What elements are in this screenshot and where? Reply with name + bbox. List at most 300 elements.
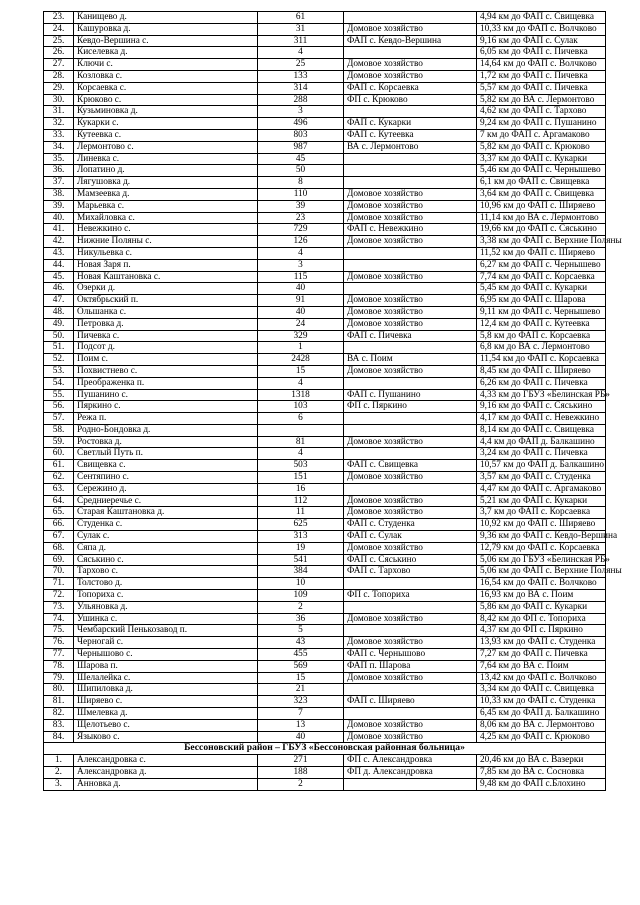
population-cell: 21 bbox=[258, 684, 344, 696]
distance-to-facility-cell: 3,7 км до ФАП с. Корсаевка bbox=[477, 507, 606, 519]
settlement-name-cell: Канищево д. bbox=[74, 12, 258, 24]
settlement-name-cell: Лопатино д. bbox=[74, 165, 258, 177]
settlement-name-cell: Сережино д. bbox=[74, 483, 258, 495]
settlement-name-cell: Старая Каштановка д. bbox=[74, 507, 258, 519]
medical-facility-cell: ФАП с. Пушанино bbox=[344, 389, 477, 401]
distance-to-facility-cell: 3,38 км до ФАП с. Верхние Поляны bbox=[477, 236, 606, 248]
medical-facility-cell: ФП с. Крюково bbox=[344, 94, 477, 106]
table-row bbox=[44, 129, 606, 141]
table-row bbox=[44, 35, 606, 47]
medical-facility-cell: ФАП с. Студенка bbox=[344, 519, 477, 531]
row-number-cell: 49. bbox=[44, 318, 74, 330]
population-cell: 6 bbox=[258, 413, 344, 425]
table-row bbox=[44, 283, 606, 295]
table-row bbox=[44, 177, 606, 189]
table-row bbox=[44, 566, 606, 578]
table-row bbox=[44, 106, 606, 118]
settlement-name-cell: Никульевка с. bbox=[74, 247, 258, 259]
row-number-cell: 33. bbox=[44, 129, 74, 141]
distance-to-facility-cell: 7,74 км до ФАП с. Корсаевка bbox=[477, 271, 606, 283]
settlement-name-cell: Ширяево с. bbox=[74, 696, 258, 708]
table-row bbox=[44, 94, 606, 106]
distance-to-facility-cell: 5,8 км до ФАП с. Корсаевка bbox=[477, 330, 606, 342]
distance-to-facility-cell: 5,46 км до ФАП с. Чернышево bbox=[477, 165, 606, 177]
table-row bbox=[44, 613, 606, 625]
medical-facility-cell: Домовое хозяйство bbox=[344, 236, 477, 248]
row-number-cell: 51. bbox=[44, 342, 74, 354]
distance-to-facility-cell: 5,82 км до ФАП с. Крюково bbox=[477, 141, 606, 153]
table-row bbox=[44, 625, 606, 637]
distance-to-facility-cell: 10,33 км до ФАП с. Студенка bbox=[477, 696, 606, 708]
row-number-cell: 48. bbox=[44, 306, 74, 318]
population-cell: 61 bbox=[258, 12, 344, 24]
distance-to-facility-cell: 13,42 км до ФАП с. Волчково bbox=[477, 672, 606, 684]
table-row bbox=[44, 342, 606, 354]
medical-facility-cell: ВА с. Поим bbox=[344, 354, 477, 366]
settlement-name-cell: Пичевка с. bbox=[74, 330, 258, 342]
medical-facility-cell: ФАП с. Невежкино bbox=[344, 224, 477, 236]
population-cell: 729 bbox=[258, 224, 344, 236]
population-cell: 2 bbox=[258, 778, 344, 790]
row-number-cell: 32. bbox=[44, 118, 74, 130]
distance-to-facility-cell: 5,82 км до ВА с. Лермонтово bbox=[477, 94, 606, 106]
population-cell: 109 bbox=[258, 590, 344, 602]
medical-facility-cell: ФАП с. Кукарки bbox=[344, 118, 477, 130]
distance-to-facility-cell: 4,33 км до ГБУЗ «Белинская РБ» bbox=[477, 389, 606, 401]
population-cell: 1 bbox=[258, 342, 344, 354]
population-cell: 384 bbox=[258, 566, 344, 578]
table-row bbox=[44, 413, 606, 425]
population-cell: 323 bbox=[258, 696, 344, 708]
distance-to-facility-cell: 10,92 км до ФАП с. Ширяево bbox=[477, 519, 606, 531]
population-cell: 3 bbox=[258, 106, 344, 118]
population-cell: 455 bbox=[258, 649, 344, 661]
distance-to-facility-cell: 11,54 км до ФАП с. Корсаевка bbox=[477, 354, 606, 366]
row-number-cell: 75. bbox=[44, 625, 74, 637]
settlement-name-cell: Средниеречье с. bbox=[74, 495, 258, 507]
table-row bbox=[44, 365, 606, 377]
distance-to-facility-cell: 5,57 км до ФАП с. Пичевка bbox=[477, 82, 606, 94]
medical-facility-cell: Домовое хозяйство bbox=[344, 637, 477, 649]
row-number-cell: 23. bbox=[44, 12, 74, 24]
population-cell: 43 bbox=[258, 637, 344, 649]
section-title: Бессоновский район – ГБУЗ «Бессоновская районная больница» bbox=[44, 743, 606, 755]
medical-facility-cell: Домовое хозяйство bbox=[344, 271, 477, 283]
population-cell: 40 bbox=[258, 306, 344, 318]
medical-facility-cell bbox=[344, 12, 477, 24]
settlement-name-cell: Киселевка д. bbox=[74, 47, 258, 59]
population-cell: 2428 bbox=[258, 354, 344, 366]
distance-to-facility-cell: 9,48 км до ФАП с.Блохино bbox=[477, 778, 606, 790]
population-cell: 5 bbox=[258, 625, 344, 637]
medical-facility-cell: ФАП с. Чернышово bbox=[344, 649, 477, 661]
distance-to-facility-cell: 14,64 км до ФАП с. Волчково bbox=[477, 59, 606, 71]
row-number-cell: 62. bbox=[44, 472, 74, 484]
document-page bbox=[43, 11, 622, 791]
row-number-cell: 47. bbox=[44, 295, 74, 307]
table-row bbox=[44, 247, 606, 259]
distance-to-facility-cell: 10,57 км до ФАП д. Балкашино bbox=[477, 460, 606, 472]
medical-facility-cell bbox=[344, 578, 477, 590]
distance-to-facility-cell: 4,4 км до ФАП д. Балкашино bbox=[477, 436, 606, 448]
table-body bbox=[44, 12, 622, 791]
row-number-cell: 82. bbox=[44, 708, 74, 720]
medical-facility-cell bbox=[344, 247, 477, 259]
population-cell: 625 bbox=[258, 519, 344, 531]
medical-facility-cell bbox=[344, 153, 477, 165]
settlement-name-cell: Кашуровка д. bbox=[74, 23, 258, 35]
row-number-cell: 43. bbox=[44, 247, 74, 259]
settlement-name-cell: Шмелевка д. bbox=[74, 708, 258, 720]
table-row bbox=[44, 684, 606, 696]
settlement-name-cell: Ольшанка с. bbox=[74, 306, 258, 318]
distance-to-facility-cell: 20,46 км до ВА с. Вазерки bbox=[477, 755, 606, 767]
settlement-name-cell: Поим с. bbox=[74, 354, 258, 366]
settlement-name-cell: Свищевка с. bbox=[74, 460, 258, 472]
population-cell: 3 bbox=[258, 259, 344, 271]
medical-facility-cell bbox=[344, 283, 477, 295]
settlement-name-cell: Петровка д. bbox=[74, 318, 258, 330]
row-number-cell: 30. bbox=[44, 94, 74, 106]
distance-to-facility-cell: 3,57 км до ФАП с. Студенка bbox=[477, 472, 606, 484]
distance-to-facility-cell: 9,11 км до ФАП с. Чернышево bbox=[477, 306, 606, 318]
settlement-name-cell: Чернышово с. bbox=[74, 649, 258, 661]
table-row bbox=[44, 354, 606, 366]
distance-to-facility-cell: 8,14 км до ФАП с. Свищевка bbox=[477, 424, 606, 436]
distance-to-facility-cell: 3,64 км до ФАП с. Свищевка bbox=[477, 188, 606, 200]
table-row bbox=[44, 672, 606, 684]
table-row bbox=[44, 778, 606, 790]
row-number-cell: 57. bbox=[44, 413, 74, 425]
distance-to-facility-cell: 9,36 км до ФАП с. Кевдо-Вершина bbox=[477, 531, 606, 543]
row-number-cell: 74. bbox=[44, 613, 74, 625]
table-row bbox=[44, 259, 606, 271]
table-row bbox=[44, 224, 606, 236]
medical-facility-cell: Домовое хозяйство bbox=[344, 23, 477, 35]
population-cell: 496 bbox=[258, 118, 344, 130]
table-row bbox=[44, 141, 606, 153]
distance-to-facility-cell: 9,16 км до ФАП с. Сулак bbox=[477, 35, 606, 47]
population-cell: 569 bbox=[258, 660, 344, 672]
row-number-cell: 34. bbox=[44, 141, 74, 153]
settlement-name-cell: Светлый Путь п. bbox=[74, 448, 258, 460]
settlement-name-cell: Сентяпино с. bbox=[74, 472, 258, 484]
population-cell: 103 bbox=[258, 401, 344, 413]
distance-to-facility-cell: 4,62 км до ФАП с. Тархово bbox=[477, 106, 606, 118]
table-row bbox=[44, 389, 606, 401]
distance-to-facility-cell: 19,66 км до ФАП с. Сяськино bbox=[477, 224, 606, 236]
row-number-cell: 63. bbox=[44, 483, 74, 495]
medical-facility-cell: ФАП с. Кевдо-Вершина bbox=[344, 35, 477, 47]
population-cell bbox=[258, 424, 344, 436]
population-cell: 329 bbox=[258, 330, 344, 342]
population-cell: 24 bbox=[258, 318, 344, 330]
settlement-name-cell: Тархово с. bbox=[74, 566, 258, 578]
table-row bbox=[44, 590, 606, 602]
distance-to-facility-cell: 6,8 км до ВА с. Лермонтово bbox=[477, 342, 606, 354]
settlement-name-cell: Чембарский Пенькозавод п. bbox=[74, 625, 258, 637]
medical-facility-cell bbox=[344, 708, 477, 720]
population-cell: 4 bbox=[258, 247, 344, 259]
medical-facility-cell: ФАП с. Пичевка bbox=[344, 330, 477, 342]
row-number-cell: 37. bbox=[44, 177, 74, 189]
table-row bbox=[44, 47, 606, 59]
population-cell: 151 bbox=[258, 472, 344, 484]
population-cell: 314 bbox=[258, 82, 344, 94]
population-cell: 188 bbox=[258, 767, 344, 779]
distance-to-facility-cell: 11,52 км до ФАП с. Ширяево bbox=[477, 247, 606, 259]
settlement-name-cell: Александровка д. bbox=[74, 767, 258, 779]
table-row bbox=[44, 12, 606, 24]
distance-to-facility-cell: 1,72 км до ФАП с. Пичевка bbox=[477, 70, 606, 82]
row-number-cell: 76. bbox=[44, 637, 74, 649]
settlement-name-cell: Шелалейка с. bbox=[74, 672, 258, 684]
table-row bbox=[44, 719, 606, 731]
table-row bbox=[44, 23, 606, 35]
row-number-cell: 72. bbox=[44, 590, 74, 602]
row-number-cell: 66. bbox=[44, 519, 74, 531]
medical-facility-cell bbox=[344, 483, 477, 495]
settlement-name-cell: Шарова п. bbox=[74, 660, 258, 672]
population-cell: 36 bbox=[258, 613, 344, 625]
medical-facility-cell: ФП д. Александровка bbox=[344, 767, 477, 779]
population-cell: 23 bbox=[258, 212, 344, 224]
medical-facility-cell bbox=[344, 778, 477, 790]
medical-facility-cell: Домовое хозяйство bbox=[344, 436, 477, 448]
settlement-name-cell: Топориха с. bbox=[74, 590, 258, 602]
population-cell: 133 bbox=[258, 70, 344, 82]
row-number-cell: 67. bbox=[44, 531, 74, 543]
distance-to-facility-cell: 16,93 км до ВА с. Поим bbox=[477, 590, 606, 602]
population-cell: 15 bbox=[258, 365, 344, 377]
row-number-cell: 61. bbox=[44, 460, 74, 472]
medical-facility-cell: ФАП с. Корсаевка bbox=[344, 82, 477, 94]
table-row bbox=[44, 542, 606, 554]
table-row bbox=[44, 330, 606, 342]
settlement-name-cell: Нижние Поляны с. bbox=[74, 236, 258, 248]
table-row bbox=[44, 708, 606, 720]
distance-to-facility-cell: 5,45 км до ФАП с. Кукарки bbox=[477, 283, 606, 295]
distance-to-facility-cell: 6,26 км до ФАП с. Пичевка bbox=[477, 377, 606, 389]
row-number-cell: 1. bbox=[44, 755, 74, 767]
population-cell: 1318 bbox=[258, 389, 344, 401]
row-number-cell: 26. bbox=[44, 47, 74, 59]
row-number-cell: 70. bbox=[44, 566, 74, 578]
row-number-cell: 46. bbox=[44, 283, 74, 295]
population-cell: 25 bbox=[258, 59, 344, 71]
settlement-name-cell: Александровка с. bbox=[74, 755, 258, 767]
population-cell: 288 bbox=[258, 94, 344, 106]
row-number-cell: 59. bbox=[44, 436, 74, 448]
distance-to-facility-cell: 10,96 км до ФАП с. Ширяево bbox=[477, 200, 606, 212]
section-header-row bbox=[44, 743, 606, 755]
row-number-cell: 25. bbox=[44, 35, 74, 47]
table-row bbox=[44, 472, 606, 484]
distance-to-facility-cell: 8,06 км до ВА с. Лермонтово bbox=[477, 719, 606, 731]
settlement-name-cell: Шипиловка д. bbox=[74, 684, 258, 696]
table-row bbox=[44, 295, 606, 307]
population-cell: 2 bbox=[258, 601, 344, 613]
table-row bbox=[44, 460, 606, 472]
population-cell: 13 bbox=[258, 719, 344, 731]
population-cell: 313 bbox=[258, 531, 344, 543]
population-cell: 4 bbox=[258, 377, 344, 389]
distance-to-facility-cell: 4,17 км до ФАП с. Невежкино bbox=[477, 413, 606, 425]
table-row bbox=[44, 519, 606, 531]
row-number-cell: 53. bbox=[44, 365, 74, 377]
table-row bbox=[44, 531, 606, 543]
medical-facility-cell bbox=[344, 625, 477, 637]
row-number-cell: 28. bbox=[44, 70, 74, 82]
population-cell: 987 bbox=[258, 141, 344, 153]
row-number-cell: 50. bbox=[44, 330, 74, 342]
population-cell: 10 bbox=[258, 578, 344, 590]
population-cell: 40 bbox=[258, 283, 344, 295]
settlement-name-cell: Ульяновка д. bbox=[74, 601, 258, 613]
population-cell: 91 bbox=[258, 295, 344, 307]
row-number-cell: 41. bbox=[44, 224, 74, 236]
row-number-cell: 2. bbox=[44, 767, 74, 779]
population-cell: 16 bbox=[258, 483, 344, 495]
settlement-name-cell: Крюково с. bbox=[74, 94, 258, 106]
population-cell: 803 bbox=[258, 129, 344, 141]
population-cell: 8 bbox=[258, 177, 344, 189]
row-number-cell: 56. bbox=[44, 401, 74, 413]
distance-to-facility-cell: 3,34 км до ФАП с. Свищевка bbox=[477, 684, 606, 696]
medical-facility-cell bbox=[344, 684, 477, 696]
table-row bbox=[44, 660, 606, 672]
medical-facility-cell: Домовое хозяйство bbox=[344, 306, 477, 318]
medical-facility-cell: Домовое хозяйство bbox=[344, 365, 477, 377]
table-row bbox=[44, 495, 606, 507]
row-number-cell: 69. bbox=[44, 554, 74, 566]
population-cell: 110 bbox=[258, 188, 344, 200]
distance-to-facility-cell: 9,24 км до ФАП с. Пушанино bbox=[477, 118, 606, 130]
row-number-cell: 83. bbox=[44, 719, 74, 731]
distance-to-facility-cell: 7,85 км до ВА с. Сосновка bbox=[477, 767, 606, 779]
medical-facility-cell: Домовое хозяйство bbox=[344, 731, 477, 743]
row-number-cell: 27. bbox=[44, 59, 74, 71]
distance-to-facility-cell: 11,14 км до ВА с. Лермонтово bbox=[477, 212, 606, 224]
medical-facility-cell bbox=[344, 165, 477, 177]
row-number-cell: 77. bbox=[44, 649, 74, 661]
row-number-cell: 29. bbox=[44, 82, 74, 94]
medical-facility-cell: Домовое хозяйство bbox=[344, 495, 477, 507]
settlement-name-cell: Козловка с. bbox=[74, 70, 258, 82]
settlement-name-cell: Линевка с. bbox=[74, 153, 258, 165]
table-row bbox=[44, 436, 606, 448]
population-cell: 39 bbox=[258, 200, 344, 212]
table-row bbox=[44, 649, 606, 661]
settlement-name-cell: Ростовка д. bbox=[74, 436, 258, 448]
settlement-name-cell: Октябрьский п. bbox=[74, 295, 258, 307]
settlement-name-cell: Анновка д. bbox=[74, 778, 258, 790]
settlement-name-cell: Похвистнево с. bbox=[74, 365, 258, 377]
row-number-cell: 65. bbox=[44, 507, 74, 519]
population-cell: 11 bbox=[258, 507, 344, 519]
distance-to-facility-cell: 16,54 км до ФАП с. Волчково bbox=[477, 578, 606, 590]
medical-facility-cell: ВА с. Лермонтово bbox=[344, 141, 477, 153]
table-row bbox=[44, 507, 606, 519]
row-number-cell: 71. bbox=[44, 578, 74, 590]
row-number-cell: 31. bbox=[44, 106, 74, 118]
table-row bbox=[44, 637, 606, 649]
medical-facility-cell bbox=[344, 448, 477, 460]
table-row bbox=[44, 318, 606, 330]
row-number-cell: 54. bbox=[44, 377, 74, 389]
row-number-cell: 42. bbox=[44, 236, 74, 248]
distance-to-facility-cell: 8,42 км до ФП с. Топориха bbox=[477, 613, 606, 625]
medical-facility-cell bbox=[344, 601, 477, 613]
table-row bbox=[44, 483, 606, 495]
settlement-name-cell: Кевдо-Вершина с. bbox=[74, 35, 258, 47]
table-row bbox=[44, 601, 606, 613]
medical-facility-cell: Домовое хозяйство bbox=[344, 295, 477, 307]
medical-facility-cell: Домовое хозяйство bbox=[344, 318, 477, 330]
settlement-name-cell: Пяркино с. bbox=[74, 401, 258, 413]
settlements-table bbox=[43, 11, 622, 791]
settlement-name-cell: Черногай с. bbox=[74, 637, 258, 649]
distance-to-facility-cell: 4,47 км до ФАП с. Аргамаково bbox=[477, 483, 606, 495]
population-cell: 503 bbox=[258, 460, 344, 472]
row-number-cell: 60. bbox=[44, 448, 74, 460]
distance-to-facility-cell: 6,95 км до ФАП с. Шарова bbox=[477, 295, 606, 307]
row-number-cell: 24. bbox=[44, 23, 74, 35]
medical-facility-cell: ФП с. Топориха bbox=[344, 590, 477, 602]
row-number-cell: 58. bbox=[44, 424, 74, 436]
table-row bbox=[44, 755, 606, 767]
settlement-name-cell: Подсот д. bbox=[74, 342, 258, 354]
settlement-name-cell: Преображенка п. bbox=[74, 377, 258, 389]
distance-to-facility-cell: 6,45 км до ФАП д. Балкашино bbox=[477, 708, 606, 720]
row-number-cell: 52. bbox=[44, 354, 74, 366]
settlement-name-cell: Студенка с. bbox=[74, 519, 258, 531]
population-cell: 541 bbox=[258, 554, 344, 566]
distance-to-facility-cell: 5,86 км до ФАП с. Кукарки bbox=[477, 601, 606, 613]
medical-facility-cell bbox=[344, 424, 477, 436]
row-number-cell: 40. bbox=[44, 212, 74, 224]
settlement-name-cell: Михайловка с. bbox=[74, 212, 258, 224]
row-number-cell: 68. bbox=[44, 542, 74, 554]
row-number-cell: 44. bbox=[44, 259, 74, 271]
distance-to-facility-cell: 4,25 км до ФАП с. Крюково bbox=[477, 731, 606, 743]
medical-facility-cell: Домовое хозяйство bbox=[344, 200, 477, 212]
row-number-cell: 3. bbox=[44, 778, 74, 790]
row-number-cell: 35. bbox=[44, 153, 74, 165]
medical-facility-cell bbox=[344, 413, 477, 425]
distance-to-facility-cell: 7,64 км до ВА с. Поим bbox=[477, 660, 606, 672]
table-row bbox=[44, 70, 606, 82]
row-number-cell: 84. bbox=[44, 731, 74, 743]
row-number-cell: 64. bbox=[44, 495, 74, 507]
distance-to-facility-cell: 5,06 км до ГБУЗ «Белинская РБ» bbox=[477, 554, 606, 566]
medical-facility-cell: ФАП с. Тархово bbox=[344, 566, 477, 578]
table-row bbox=[44, 82, 606, 94]
population-cell: 7 bbox=[258, 708, 344, 720]
row-number-cell: 39. bbox=[44, 200, 74, 212]
settlement-name-cell: Новая Каштановка с. bbox=[74, 271, 258, 283]
settlement-name-cell: Сяпа д. bbox=[74, 542, 258, 554]
table-row bbox=[44, 200, 606, 212]
settlement-name-cell: Сяськино с. bbox=[74, 554, 258, 566]
settlement-name-cell: Марьевка с. bbox=[74, 200, 258, 212]
medical-facility-cell bbox=[344, 47, 477, 59]
row-number-cell: 79. bbox=[44, 672, 74, 684]
settlement-name-cell: Новая Заря п. bbox=[74, 259, 258, 271]
distance-to-facility-cell: 7,27 км до ФАП с. Пичевка bbox=[477, 649, 606, 661]
table-row bbox=[44, 377, 606, 389]
distance-to-facility-cell: 13,93 км до ФАП с. Студенка bbox=[477, 637, 606, 649]
